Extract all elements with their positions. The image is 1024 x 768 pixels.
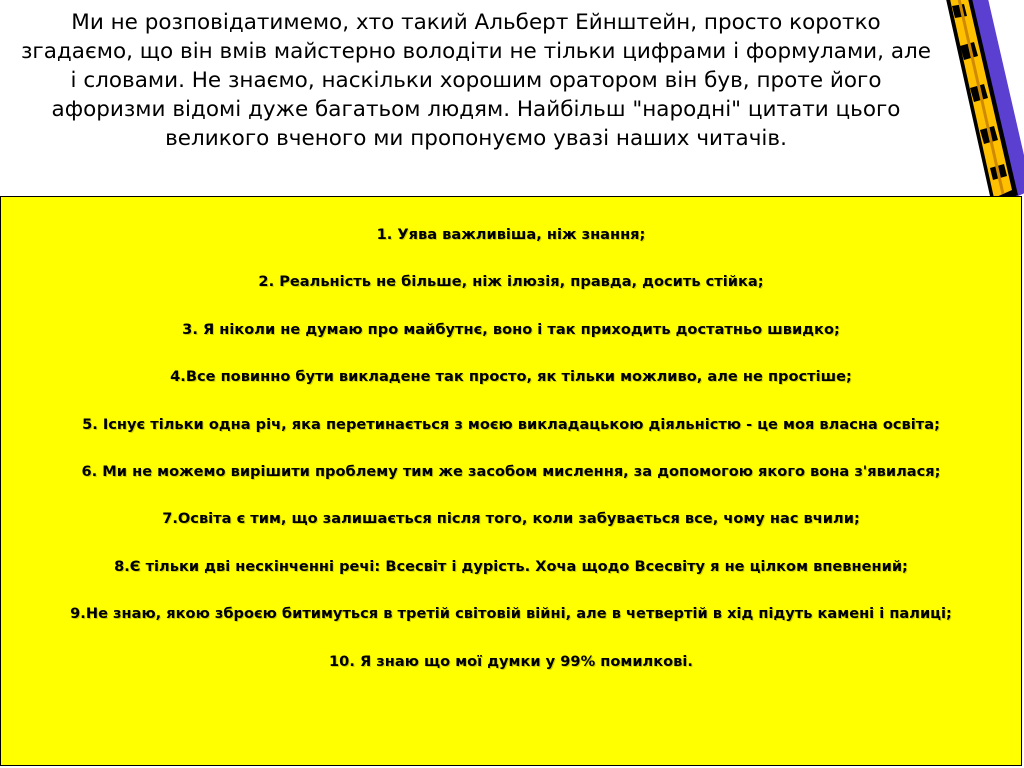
quotes-box [0, 196, 1022, 766]
quote-item: 4.Все повинно бути викладене так просто, як тільки можливо, але не простіше; [170, 368, 852, 386]
quote-item: 1. Уява важливіша, ніж знання; [376, 226, 646, 243]
quote-item: 10. Я знаю що мої думки у 99% помилкові. [329, 652, 693, 670]
quote-item: 9.Не знаю, якою зброєю битимуться в третій світовій війні, але в четвертій в хід підуть камені і палиці; [70, 605, 952, 623]
quote-list [1, 225, 1021, 699]
quote-item: 2. Реальність не більше, ніж ілюзія, правда, досить стійка; [258, 273, 764, 291]
quote-item: 7.Освіта є тим, що залишається після того, коли забувається все, чому нас вчили; [162, 510, 860, 528]
quote-item: 6. Ми не можемо вирішити проблему тим же засобом мислення, за допомогою якого вона з'явилася; [81, 462, 941, 480]
intro-paragraph: Ми не розповідатимемо, хто такий Альберт Ейнштейн, просто коротко згадаємо, що він вмів майстерно володіти не тільки цифрами і формулами, але і словами. Не знаємо, наскільки хорошим оратором він був, проте його афоризми відомі дуже багатьом людям. Найбільш "народні" цитати цього великого вченого ми пропонуємо увазі наших читачів. [21, 10, 931, 151]
quote-item: 8.Є тільки дві нескінченні речі: Всесвіт і дурість. Хоча щодо Всесвіту я не цілком впевнений; [114, 557, 908, 575]
quote-item: 5. Існує тільки одна річ, яка перетинається з моєю викладацькою діяльністю - це моя власна освіта; [82, 415, 940, 433]
quote-item: 3. Я ніколи не думаю про майбутнє, воно і так приходить достатньо швидко; [182, 320, 840, 338]
